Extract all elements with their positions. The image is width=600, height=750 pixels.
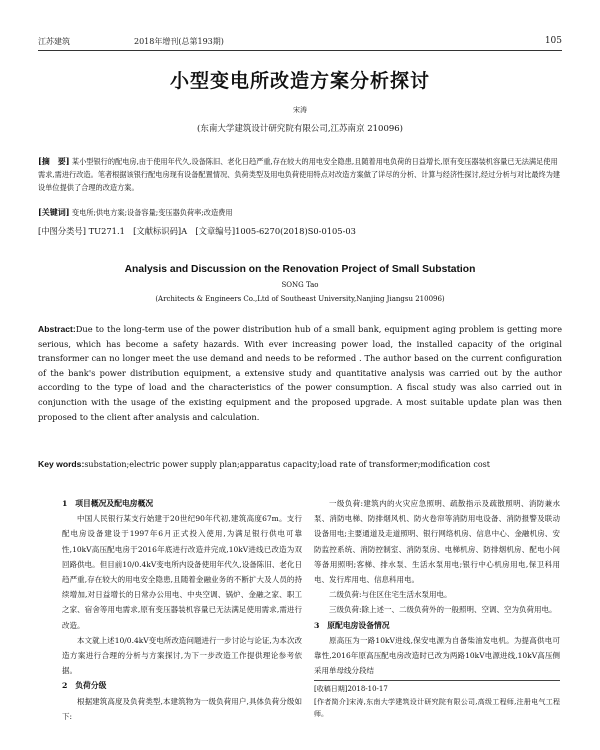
- body-column-right: [314, 496, 560, 721]
- author-english: SONG Tao: [281, 281, 319, 289]
- title-english: Analysis and Discussion on the Renovation Project of Small Substation: [124, 264, 476, 275]
- received-date: [收稿日期]2018-10-17: [314, 685, 388, 694]
- footnote: [314, 680, 560, 721]
- abstract-chinese-text: 某小型银行的配电房,由于使用年代久,设备陈旧、老化日趋严重,存在较大的用电安全隐患,且随着用电负荷的日益增长,原有变压器装机容量已无法满足使用需求,需进行改造。笔者根据该银行配电房现有设备配置情况、负荷类型及用电负荷使用特点对改造方案做了详尽的分析、计算与经济性探讨,经过分析与对比最终为建设单位提供了合理的改造方案。: [38, 157, 561, 192]
- author-chinese: 宋涛: [293, 106, 307, 114]
- title-chinese: 小型变电所改造方案分析探讨: [169, 70, 430, 92]
- body-column-left: [62, 496, 302, 724]
- paragraph: 原高压为一路10kV进线,保安电源为自备柴油发电机。为提高供电可靠性,2016年原高压配电房改造时已改为两路10kV电源进线,10kV高压侧采用单母线分段结: [314, 635, 560, 676]
- paragraph: 根据建筑高度及负荷类型,本建筑物为一级负荷用户,具体负荷分级如下:: [62, 696, 302, 721]
- running-header: [38, 36, 562, 51]
- keywords-chinese: [38, 207, 562, 218]
- paragraph: 三级负荷:除上述一、二级负荷外的一般照明、空调、空为负荷用电。: [329, 605, 557, 615]
- page-number: 105: [544, 36, 562, 46]
- section-heading-1: 1 项目概况及配电房概况: [62, 499, 154, 508]
- affiliation-chinese: (东南大学建筑设计研究院有限公司,江苏南京 210096): [197, 124, 403, 134]
- paragraph: 本文就上述10/0.4kV变电所改造问题进行一步讨论与论证,为本次改造方案进行合理的分析与方案探讨,为下一步改造工作提供理论参考依据。: [62, 635, 302, 676]
- keywords-english-text: substation;electric power supply plan;apparatus capacity;load rate of transformer;modification cost: [84, 460, 490, 469]
- affiliation-english: (Architects & Engineers Co.,Ltd of Southeast University,Nanjing Jiangsu 210096): [155, 295, 445, 303]
- author-bio: [作者简介]宋涛,东南大学建筑设计研究院有限公司,高级工程师,注册电气工程师。: [314, 697, 560, 719]
- paragraph: 中国人民银行某支行始建于20世纪90年代初,建筑高度67m。支行配电房设备建设于1997年6月正式投入使用,为满足银行供电可靠性,10kV高压配电房于2016年底进行改造并完成,10kV进线已改造为双回路供电。但目前10/0.4kV变电所内设备使用年代久,设备陈旧、老化日趋严重,存在较大的用电安全隐患,且随着金融业务的不断扩大及人员的持续增加,对日益增长的日常办公用电、中央空调、锅炉、金融之家、职工之家、宿舍等用电需求,原有变压器装机容量已无法满足使用需求,需进行改造。: [62, 514, 302, 630]
- keywords-chinese-label: [关键词]: [38, 207, 70, 217]
- abstract-chinese-label: [摘 要]: [38, 156, 70, 166]
- classification-line: [中图分类号] TU271.1 [文献标识码]A [文章编号]1005-6270(2018)S0-0105-03: [38, 226, 356, 236]
- paragraph: 二级负荷:与住区住宅生活水泵用电。: [329, 590, 452, 600]
- abstract-chinese: [38, 155, 562, 194]
- paragraph: 一级负荷:建筑内的火灾应急照明、疏散指示及疏散照明、消防兼水泵、消防电梯、防排烟风机、防火卷帘等消防用电设备、消防报警及联动设备用电;主要通道及走道照明、银行网络机房、信息中心、金融机房、安防监控系统、消防控制室、消防泵房、电梯机房、防排烟机房、配电小间等备用照明;客梯、排水泵、生活水泵用电;银行中心机房用电,保卫科用电、发行库用电、信息科用电。: [314, 499, 560, 585]
- keywords-english-label: Key words:: [38, 459, 85, 469]
- abstract-english: [38, 322, 562, 424]
- issue-info: 2018年增刊(总第193期): [134, 37, 224, 46]
- abstract-english-text: Due to the long-term use of the power distribution hub of a small bank, equipment aging problem is getting more serious, which has become a safety hazards. With ever increasing power load, the installed capacity of the original transformer can no longer meet the use demand and needs to be reformed . The author based on the current configuration of the bank's power distribution equipment, a extensive study and quantitative analysis was carried out by the author according to the type of load and the characteristics of the power consumption. A fiscal study was also carried out in conjunction with the usage of the existing equipment and the proposed upgrade. A most suitable update plan was then proposed to the client after analysis and calculation.: [38, 324, 562, 422]
- abstract-english-label: Abstract:: [38, 324, 76, 334]
- keywords-english: [38, 459, 562, 469]
- keywords-chinese-text: 变电所;供电方案;设备容量;变压器负荷率;改造费用: [71, 208, 233, 217]
- section-heading-3: 3 原配电房设备情况: [314, 620, 390, 630]
- section-heading-2: 2 负荷分级: [62, 681, 107, 691]
- journal-name: 江苏建筑: [38, 37, 70, 46]
